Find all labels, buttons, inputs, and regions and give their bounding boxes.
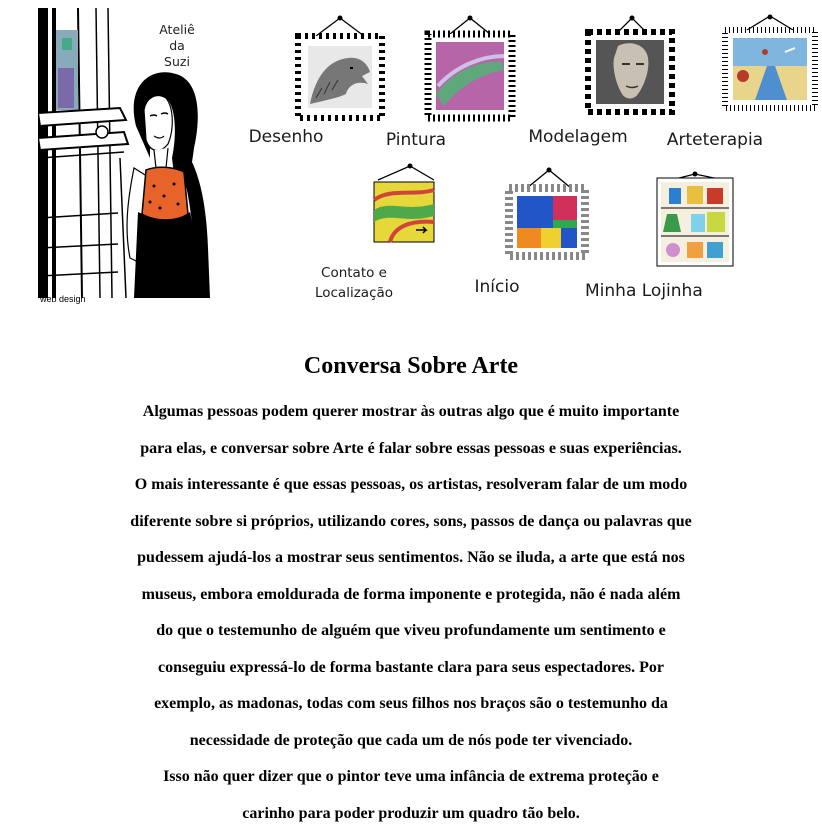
nav-lojinha-label: Minha Lojinha bbox=[585, 281, 701, 301]
nav-arteterapia-label: Arteterapia bbox=[660, 130, 770, 150]
article-line: exemplo, as madonas, todas com seus filhos nos braços são o testemunho da bbox=[0, 686, 822, 723]
nav-modelagem[interactable] bbox=[522, 14, 634, 154]
nav-inicio[interactable] bbox=[445, 160, 549, 305]
brand-line-3: Suzi bbox=[142, 54, 212, 70]
shop-shelf-icon bbox=[643, 160, 759, 270]
article-line: O mais interessante é que essas pessoas, os artistas, resolveram falar de um modo bbox=[0, 467, 822, 504]
article-line: carinho para poder produzir um quadro tão belo. bbox=[0, 796, 822, 832]
brand-line-2: da bbox=[142, 38, 212, 54]
nav-inicio-label: Início bbox=[445, 277, 549, 297]
article-line: museus, embora emoldurada de forma imponente e protegida, não é nada além bbox=[0, 577, 822, 614]
nav-desenho[interactable] bbox=[232, 14, 340, 154]
nav-contato-label-line-1: Contato e bbox=[298, 263, 410, 283]
article-line: diferente sobre si próprios, utilizando cores, sons, passos de dança ou palavras que bbox=[0, 504, 822, 541]
nav-arteterapia[interactable] bbox=[660, 14, 770, 154]
painting-icon bbox=[416, 14, 524, 124]
article-line: para elas, e conversar sobre Arte é falar sobre essas pessoas e suas experiências. bbox=[0, 431, 822, 468]
nav-pintura[interactable] bbox=[362, 14, 470, 154]
nav-lojinha[interactable] bbox=[585, 160, 701, 305]
nav-desenho-label: Desenho bbox=[232, 127, 340, 147]
nav-contato-label bbox=[298, 263, 410, 303]
article-line: necessidade de proteção que cada um de nós pode ter vivenciado. bbox=[0, 723, 822, 760]
brand-line-1: Ateliê bbox=[142, 22, 212, 38]
web-design-credit: web design bbox=[40, 294, 86, 304]
site-brand bbox=[142, 22, 212, 70]
nav-pintura-label: Pintura bbox=[362, 130, 470, 150]
nav-contato[interactable] bbox=[298, 160, 410, 305]
nav-modelagem-label: Modelagem bbox=[522, 127, 634, 147]
nav-contato-label-line-2: Localização bbox=[298, 283, 410, 303]
article-body bbox=[0, 394, 822, 832]
page-title: Conversa Sobre Arte bbox=[0, 353, 822, 380]
article-line: pudessem ajudá-los a mostrar seus sentimentos. Não se iluda, a arte que está nos bbox=[0, 540, 822, 577]
article-line: Algumas pessoas podem querer mostrar às outras algo que é muito importante bbox=[0, 394, 822, 431]
atelier-illustration bbox=[38, 8, 213, 303]
article-line: conseguiu expressá-lo de forma bastante clara para seus espectadores. Por bbox=[0, 650, 822, 687]
article-line: Isso não quer dizer que o pintor teve uma infância de extrema proteção e bbox=[0, 759, 822, 796]
art-therapy-landscape-icon bbox=[715, 14, 822, 114]
article-line: do que o testemunho de alguém que viveu profundamente um sentimento e bbox=[0, 613, 822, 650]
